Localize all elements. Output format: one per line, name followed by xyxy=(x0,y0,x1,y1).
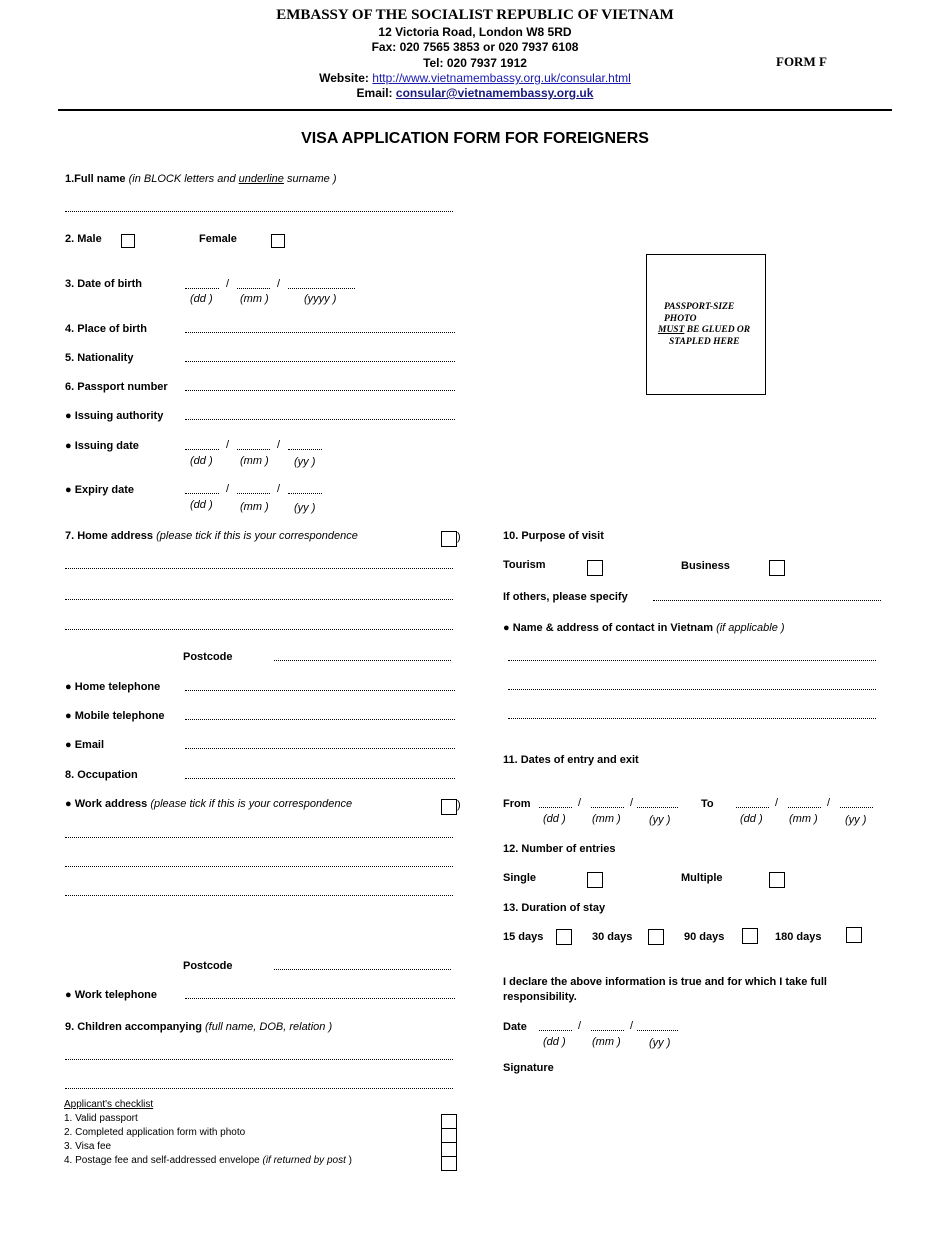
full-name-input[interactable] xyxy=(65,211,453,212)
from-day-input[interactable] xyxy=(539,807,572,808)
mobile-telephone-label: ● Mobile telephone xyxy=(65,710,165,722)
work-address-line-1[interactable] xyxy=(65,837,453,838)
issuing-month-input[interactable] xyxy=(237,449,270,450)
dob-label: 3. Date of birth xyxy=(65,278,143,290)
email-field-label: ● Email xyxy=(65,739,105,751)
dob-dd-hint: (dd ) xyxy=(190,293,213,305)
children-label: 9. Children accompanying (full name, DOB, relation ) xyxy=(65,1021,333,1033)
checklist-item: 1. Valid passport xyxy=(64,1113,138,1124)
work-correspondence-checkbox[interactable] xyxy=(441,799,457,815)
checklist-checkbox-fee[interactable] xyxy=(441,1142,457,1157)
date-slash: / xyxy=(578,797,582,809)
entries-title: 12. Number of entries xyxy=(503,843,616,855)
duration-90-label: 90 days xyxy=(684,931,725,943)
dd-hint: (dd ) xyxy=(740,813,763,825)
close-paren: ) xyxy=(457,799,461,811)
male-label: 2. Male xyxy=(65,233,102,245)
duration-180-label: 180 days xyxy=(775,931,822,943)
work-address-label: ● Work address (please tick if this is your correspondence xyxy=(65,798,353,810)
others-input[interactable] xyxy=(653,600,881,601)
checklist-title: Applicant's checklist xyxy=(64,1099,154,1110)
female-checkbox[interactable] xyxy=(271,234,285,248)
full-name-label: 1.Full name (in BLOCK letters and underline surname ) xyxy=(65,173,337,185)
mm-hint: (mm ) xyxy=(789,813,818,825)
email-label: Email: xyxy=(356,86,393,100)
dd-hint: (dd ) xyxy=(190,455,213,467)
tourism-label: Tourism xyxy=(503,559,546,571)
issuing-day-input[interactable] xyxy=(185,449,219,450)
embassy-website-line xyxy=(0,71,950,85)
mm-hint: (mm ) xyxy=(240,501,269,513)
dd-hint: (dd ) xyxy=(543,1036,566,1048)
mm-hint: (mm ) xyxy=(592,813,621,825)
nationality-label: 5. Nationality xyxy=(65,352,134,364)
home-address-line-1[interactable] xyxy=(65,568,453,569)
checklist-checkbox-form[interactable] xyxy=(441,1128,457,1143)
declaration-day-input[interactable] xyxy=(539,1030,572,1031)
male-checkbox[interactable] xyxy=(121,234,135,248)
date-slash: / xyxy=(578,1020,582,1032)
date-slash: / xyxy=(827,797,831,809)
date-slash: / xyxy=(630,1020,634,1032)
embassy-name: EMBASSY OF THE SOCIALIST REPUBLIC OF VIETNAM xyxy=(276,7,674,23)
declaration-date-label: Date xyxy=(503,1021,527,1033)
issuing-authority-label: ● Issuing authority xyxy=(65,410,164,422)
date-slash: / xyxy=(226,439,230,451)
home-address-line-3[interactable] xyxy=(65,629,453,630)
place-of-birth-input[interactable] xyxy=(185,332,455,333)
passport-number-label: 6. Passport number xyxy=(65,381,168,393)
dd-hint: (dd ) xyxy=(543,813,566,825)
expiry-month-input[interactable] xyxy=(237,493,270,494)
contact-line-1[interactable] xyxy=(508,660,876,661)
yy-hint: (yy ) xyxy=(294,456,316,468)
dob-year-input[interactable] xyxy=(288,288,355,289)
issuing-year-input[interactable] xyxy=(288,449,322,450)
dob-mm-hint: (mm ) xyxy=(240,293,269,305)
occupation-input[interactable] xyxy=(185,778,455,779)
checklist-checkbox-passport[interactable] xyxy=(441,1114,457,1129)
website-label: Website: xyxy=(319,71,369,85)
yy-hint: (yy ) xyxy=(294,502,316,514)
home-postcode-label: Postcode xyxy=(183,651,233,663)
embassy-address: 12 Victoria Road, London W8 5RD xyxy=(378,25,572,39)
expiry-day-input[interactable] xyxy=(185,493,219,494)
home-address-label: 7. Home address (please tick if this is your correspondence xyxy=(65,530,358,542)
work-address-line-2[interactable] xyxy=(65,866,453,867)
duration-15-label: 15 days xyxy=(503,931,544,943)
home-correspondence-checkbox[interactable] xyxy=(441,531,457,547)
dob-slash: / xyxy=(277,278,281,290)
home-telephone-label: ● Home telephone xyxy=(65,681,161,693)
to-day-input[interactable] xyxy=(736,807,769,808)
passport-number-input[interactable] xyxy=(185,390,455,391)
date-slash: / xyxy=(277,483,281,495)
website-link[interactable]: http://www.vietnamembassy.org.uk/consular.html xyxy=(372,71,631,85)
date-slash: / xyxy=(775,797,779,809)
dob-slash: / xyxy=(226,278,230,290)
checklist-item: 2. Completed application form with photo xyxy=(64,1127,246,1138)
date-slash: / xyxy=(277,439,281,451)
checklist-checkbox-postage[interactable] xyxy=(441,1156,457,1171)
from-label: From xyxy=(503,798,531,810)
dob-day-input[interactable] xyxy=(185,288,219,289)
duration-15-checkbox[interactable] xyxy=(556,929,572,945)
single-label: Single xyxy=(503,872,537,884)
to-month-input[interactable] xyxy=(788,807,821,808)
from-month-input[interactable] xyxy=(591,807,624,808)
from-year-input[interactable] xyxy=(637,807,678,808)
multiple-label: Multiple xyxy=(681,872,723,884)
contact-label: ● Name & address of contact in Vietnam (if applicable ) xyxy=(503,622,785,634)
email-link[interactable]: consular@vietnamembassy.org.uk xyxy=(395,86,594,100)
work-postcode-label: Postcode xyxy=(183,960,233,972)
single-checkbox[interactable] xyxy=(587,872,603,888)
declaration-text: I declare the above information is true and for which I take full responsibility. xyxy=(503,976,827,1003)
issuing-date-label: ● Issuing date xyxy=(65,440,139,452)
photo-instructions: PASSPORT-SIZE PHOTO MUST BE GLUED OR STAPLED HERE xyxy=(658,302,751,347)
declaration-month-input[interactable] xyxy=(591,1030,624,1031)
contact-line-3[interactable] xyxy=(508,718,876,719)
header-divider xyxy=(58,109,892,111)
signature-label: Signature xyxy=(503,1062,554,1074)
children-line-2[interactable] xyxy=(65,1088,453,1089)
purpose-title: 10. Purpose of visit xyxy=(503,530,604,542)
embassy-email-line xyxy=(0,86,950,100)
expiry-date-label: ● Expiry date xyxy=(65,484,135,496)
mobile-telephone-input[interactable] xyxy=(185,719,455,720)
checklist-item: 3. Visa fee xyxy=(64,1141,112,1152)
mm-hint: (mm ) xyxy=(240,455,269,467)
work-telephone-input[interactable] xyxy=(185,998,455,999)
yy-hint: (yy ) xyxy=(649,814,671,826)
form-code: FORM F xyxy=(776,54,827,69)
entry-exit-title: 11. Dates of entry and exit xyxy=(503,754,639,766)
dob-month-input[interactable] xyxy=(237,288,270,289)
place-of-birth-label: 4. Place of birth xyxy=(65,323,147,335)
duration-30-checkbox[interactable] xyxy=(648,929,664,945)
contact-line-2[interactable] xyxy=(508,689,876,690)
female-label: Female xyxy=(199,233,237,245)
home-telephone-input[interactable] xyxy=(185,690,455,691)
date-slash: / xyxy=(226,483,230,495)
home-postcode-input[interactable] xyxy=(274,660,451,661)
multiple-checkbox[interactable] xyxy=(769,872,785,888)
declaration-year-input[interactable] xyxy=(637,1030,678,1031)
work-address-line-3[interactable] xyxy=(65,895,453,896)
email-field-input[interactable] xyxy=(185,748,455,749)
to-year-input[interactable] xyxy=(840,807,873,808)
embassy-fax: Fax: 020 7565 3853 or 020 7937 6108 xyxy=(371,40,579,54)
dd-hint: (dd ) xyxy=(190,499,213,511)
close-paren: ) xyxy=(457,531,461,543)
work-postcode-input[interactable] xyxy=(274,969,451,970)
business-label: Business xyxy=(681,560,730,572)
expiry-year-input[interactable] xyxy=(288,493,322,494)
to-label: To xyxy=(701,798,714,810)
mm-hint: (mm ) xyxy=(592,1036,621,1048)
checklist-item-postage: 4. Postage fee and self-addressed envelope (if returned by post ) xyxy=(64,1155,352,1166)
yy-hint: (yy ) xyxy=(845,814,867,826)
date-slash: / xyxy=(630,797,634,809)
tourism-checkbox[interactable] xyxy=(587,560,603,576)
duration-30-label: 30 days xyxy=(592,931,633,943)
duration-90-checkbox[interactable] xyxy=(742,928,758,944)
home-address-line-2[interactable] xyxy=(65,599,453,600)
duration-180-checkbox[interactable] xyxy=(846,927,862,943)
nationality-input[interactable] xyxy=(185,361,455,362)
children-line-1[interactable] xyxy=(65,1059,453,1060)
yy-hint: (yy ) xyxy=(649,1037,671,1049)
duration-title: 13. Duration of stay xyxy=(503,902,606,914)
issuing-authority-input[interactable] xyxy=(185,419,455,420)
occupation-label: 8. Occupation xyxy=(65,769,138,781)
work-telephone-label: ● Work telephone xyxy=(65,989,158,1001)
others-label: If others, please specify xyxy=(503,591,628,603)
business-checkbox[interactable] xyxy=(769,560,785,576)
form-title: VISA APPLICATION FORM FOR FOREIGNERS xyxy=(301,130,649,147)
embassy-tel: Tel: 020 7937 1912 xyxy=(423,56,527,70)
dob-yyyy-hint: (yyyy ) xyxy=(304,293,337,305)
